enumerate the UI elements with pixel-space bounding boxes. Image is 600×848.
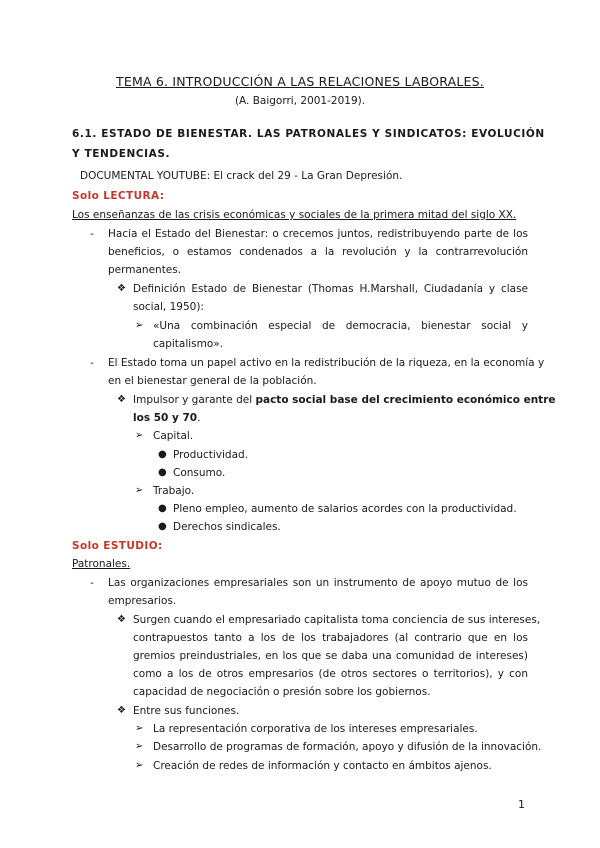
dot-bullet-icon: ● — [158, 521, 167, 532]
productividad-item: Productividad. — [173, 449, 249, 461]
arrow-bullet-icon: ➢ — [135, 723, 144, 734]
dot-bullet-icon: ● — [158, 449, 167, 460]
dot-bullet-icon: ● — [158, 503, 167, 514]
section-heading-line-1: 6.1. ESTADO DE BIENESTAR. LAS PATRONALES Y SINDICATOS: EVOLUCIÓN — [72, 128, 545, 140]
arrow-bullet-icon: ➢ — [135, 760, 144, 771]
bullet-2-line-1: El Estado toma un papel activo en la redistribución de la riqueza, en la economía y — [108, 357, 545, 369]
dot-bullet-icon: ● — [158, 467, 167, 478]
derechos-item: Derechos sindicales. — [173, 521, 281, 533]
diamond-bullet-icon: ❖ — [117, 614, 126, 625]
impulsor-post: . — [197, 412, 201, 424]
solo-estudio-label: Solo ESTUDIO: — [72, 540, 163, 552]
arrow-bullet-icon: ➢ — [135, 741, 144, 752]
dash-bullet: - — [90, 228, 94, 240]
quote-line-2: capitalismo». — [153, 338, 224, 350]
surgen-line-1: Surgen cuando el empresariado capitalista toma conciencia de sus intereses, — [133, 614, 541, 626]
bullet-3-line-1: Las organizaciones empresariales son un instrumento de apoyo mutuo de los — [108, 577, 528, 589]
documental-line: DOCUMENTAL YOUTUBE: El crack del 29 - La Gran Depresión. — [80, 170, 403, 182]
pleno-empleo-item: Pleno empleo, aumento de salarios acordes con la productividad. — [173, 503, 517, 515]
surgen-line-3: gremios preindustriales, en los que se daba una comunidad de intereses) — [133, 650, 528, 662]
funcion-item-1: La representación corporativa de los intereses empresariales. — [153, 723, 478, 735]
definicion-line-1: Definición Estado de Bienestar (Thomas H.Marshall, Ciudadanía y clase — [133, 283, 528, 295]
quote-line-1: «Una combinación especial de democracia, bienestar social y — [153, 320, 528, 332]
funciones-heading: Entre sus funciones. — [133, 705, 240, 717]
impulsor-bold-2: los 50 y 70 — [133, 412, 198, 424]
solo-lectura-label: Solo LECTURA: — [72, 190, 165, 202]
funcion-item-2: Desarrollo de programas de formación, apoyo y difusión de la innovación. — [153, 741, 542, 753]
dash-bullet: - — [90, 357, 94, 369]
funcion-item-3: Creación de redes de información y contacto en ámbitos ajenos. — [153, 760, 492, 772]
bullet-1-line-1: Hacia el Estado del Bienestar: o crecemos juntos, redistribuyendo parte de los — [108, 228, 528, 240]
capital-item: Capital. — [153, 430, 194, 442]
document-title: TEMA 6. INTRODUCCIÓN A LAS RELACIONES LABORALES. — [116, 74, 484, 89]
dash-bullet: - — [90, 577, 94, 589]
ensenanzas-heading: Los enseñanzas de las crisis económicas y sociales de la primera mitad del siglo XX. — [72, 209, 517, 221]
surgen-line-2: contrapuestos tanto a los de los trabajadores (al contrario que en los — [133, 632, 528, 644]
consumo-item: Consumo. — [173, 467, 226, 479]
patronales-heading: Patronales. — [72, 558, 131, 570]
impulsor-pre: Impulsor y garante del — [133, 394, 256, 406]
bullet-1-line-3: permanentes. — [108, 264, 182, 276]
definicion-line-2: social, 1950): — [133, 301, 204, 313]
page-number: 1 — [518, 798, 525, 811]
surgen-line-5: capacidad de negociación o presión sobre los gobiernos. — [133, 686, 431, 698]
document-author: (A. Baigorri, 2001-2019). — [234, 95, 366, 107]
bullet-1-line-2: beneficios, o estamos condenados a la revolución y la contrarrevolución — [108, 246, 528, 258]
impulsor-line-2 — [133, 412, 200, 424]
surgen-line-4: como a los de otros empresarios (de otros sectores o territorios), y con — [133, 668, 528, 680]
bullet-3-line-2: empresarios. — [108, 595, 177, 607]
bullet-2-line-2: en el bienestar general de la población. — [108, 375, 317, 387]
diamond-bullet-icon: ❖ — [117, 283, 126, 294]
diamond-bullet-icon: ❖ — [117, 394, 126, 405]
section-heading-line-2: Y TENDENCIAS. — [72, 148, 171, 160]
impulsor-bold-1: pacto social base del crecimiento económico entre — [255, 394, 556, 406]
impulsor-line-1 — [133, 394, 556, 406]
arrow-bullet-icon: ➢ — [135, 485, 144, 496]
arrow-bullet-icon: ➢ — [135, 430, 144, 441]
diamond-bullet-icon: ❖ — [117, 705, 126, 716]
arrow-bullet-icon: ➢ — [135, 320, 144, 331]
trabajo-item: Trabajo. — [153, 485, 195, 497]
